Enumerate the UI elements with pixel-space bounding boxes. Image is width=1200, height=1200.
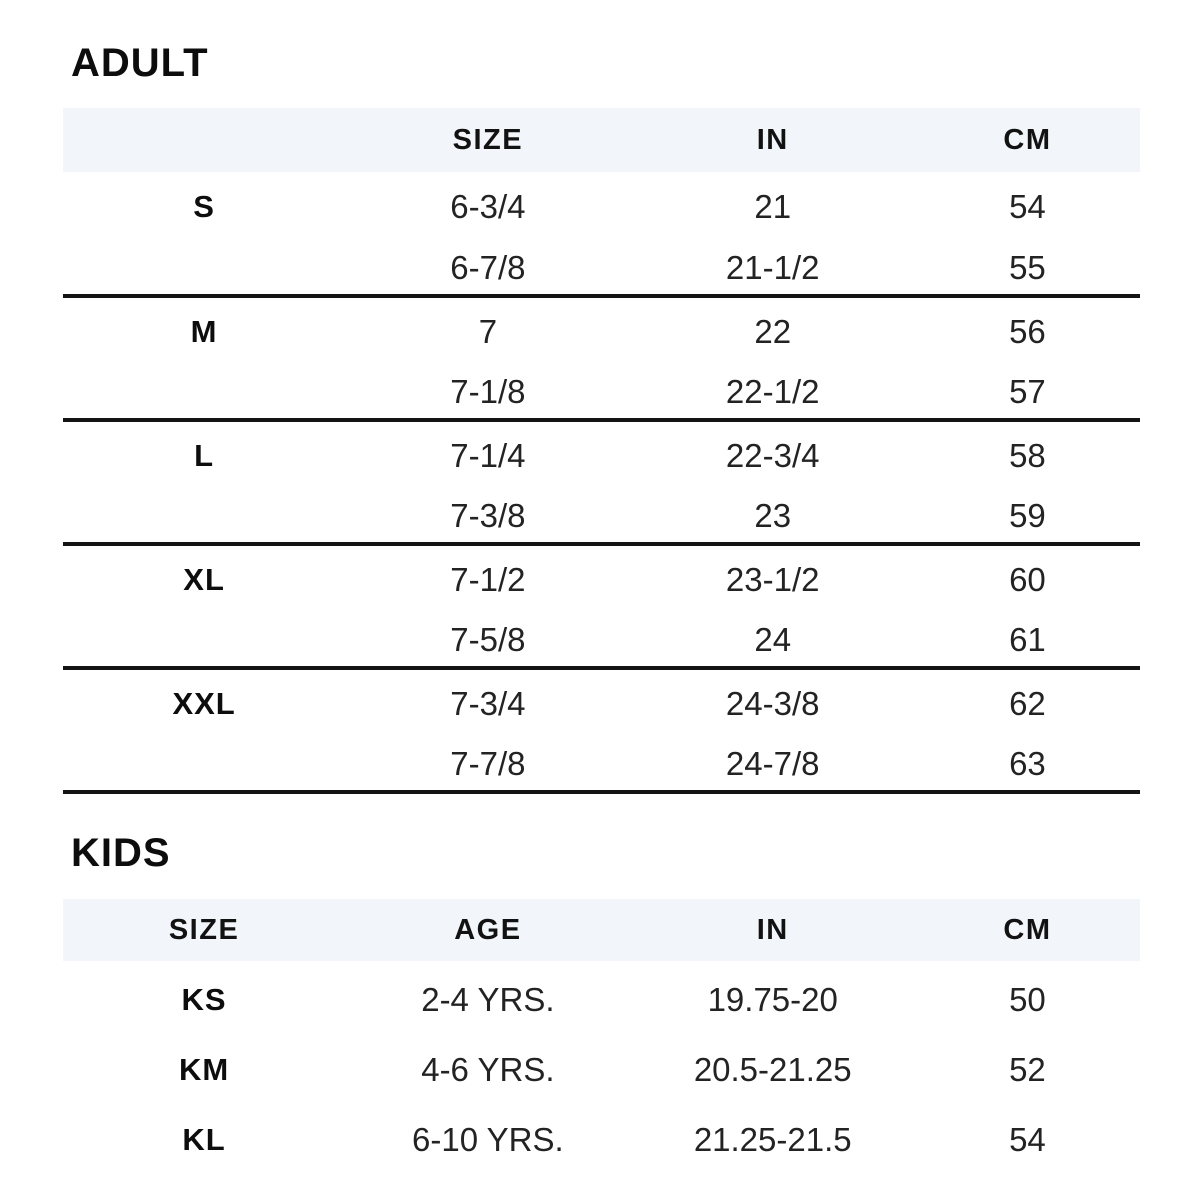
cm-value: 52 — [1009, 1051, 1046, 1088]
adult-header-size: SIZE — [452, 123, 524, 156]
size-value: 7-3/4 — [450, 685, 526, 722]
size-label: XXL — [172, 686, 236, 721]
cm-value: 50 — [1009, 981, 1046, 1018]
size-value: 7-1/8 — [450, 373, 526, 410]
adult-header-in: IN — [756, 123, 789, 156]
table-row — [63, 668, 1140, 730]
in-value: 24 — [754, 621, 792, 658]
table-row — [63, 606, 1140, 668]
size-label-empty — [63, 730, 345, 792]
in-value: 19.75-20 — [707, 981, 838, 1018]
size-value: 7-7/8 — [450, 745, 526, 782]
table-row — [63, 296, 1140, 358]
size-value: 7-1/2 — [450, 561, 526, 598]
size-label: KS — [181, 982, 227, 1017]
in-value: 21.25-21.5 — [693, 1121, 852, 1158]
size-value: 6-7/8 — [450, 249, 526, 286]
kids-header-row — [63, 899, 1140, 961]
adult-size-table — [63, 108, 1140, 794]
table-row — [63, 172, 1140, 234]
kids-section-title: KIDS — [71, 831, 171, 875]
cm-value: 62 — [1009, 685, 1046, 722]
in-value: 20.5-21.25 — [693, 1051, 852, 1088]
cm-value: 58 — [1009, 437, 1046, 474]
size-label-empty — [63, 234, 345, 296]
adult-section — [63, 42, 1140, 794]
adult-header-cm: CM — [1003, 123, 1052, 156]
adult-header-row — [63, 108, 1140, 172]
table-row — [63, 730, 1140, 792]
kids-table-body — [63, 961, 1140, 1171]
size-label-empty — [63, 606, 345, 668]
in-value: 23 — [754, 497, 792, 534]
kids-header-cm: CM — [1003, 913, 1052, 946]
size-label: KL — [182, 1122, 226, 1157]
adult-group-xl — [63, 544, 1140, 668]
age-value: 6-10 YRS. — [412, 1121, 564, 1158]
adult-group-m — [63, 296, 1140, 420]
size-value: 7-5/8 — [450, 621, 526, 658]
age-value: 4-6 YRS. — [421, 1051, 555, 1088]
in-value: 24-3/8 — [725, 685, 820, 722]
adult-header-empty-cell — [63, 108, 345, 172]
adult-table-header — [63, 108, 1140, 172]
cm-value: 63 — [1009, 745, 1046, 782]
size-value: 7-1/4 — [450, 437, 526, 474]
kids-size-table — [63, 899, 1140, 1171]
size-label: L — [194, 438, 215, 473]
kids-header-age: AGE — [454, 913, 522, 946]
size-label: M — [190, 314, 218, 349]
in-value: 24-7/8 — [725, 745, 820, 782]
adult-group-xxl — [63, 668, 1140, 792]
size-label: S — [193, 189, 215, 224]
table-row — [63, 961, 1140, 1031]
adult-group-s — [63, 172, 1140, 296]
cm-value: 59 — [1009, 497, 1046, 534]
in-value: 22-1/2 — [725, 373, 820, 410]
age-value: 2-4 YRS. — [421, 981, 555, 1018]
size-label-empty — [63, 482, 345, 544]
in-value: 21-1/2 — [725, 249, 820, 286]
table-row — [63, 1101, 1140, 1171]
size-label-empty — [63, 358, 345, 420]
table-row — [63, 358, 1140, 420]
kids-table-header — [63, 899, 1140, 961]
in-value: 22 — [754, 313, 792, 350]
size-value: 7-3/8 — [450, 497, 526, 534]
kids-header-in: IN — [756, 913, 789, 946]
in-value: 22-3/4 — [725, 437, 820, 474]
table-row — [63, 482, 1140, 544]
size-label: XL — [183, 562, 225, 597]
table-row — [63, 544, 1140, 606]
size-label: KM — [178, 1052, 230, 1087]
table-row — [63, 234, 1140, 296]
kids-header-size: SIZE — [168, 913, 240, 946]
cm-value: 61 — [1009, 621, 1046, 658]
table-row — [63, 1031, 1140, 1101]
cm-value: 57 — [1009, 373, 1046, 410]
cm-value: 54 — [1009, 188, 1046, 225]
size-value: 7 — [478, 313, 498, 350]
table-row — [63, 420, 1140, 482]
cm-value: 56 — [1009, 313, 1046, 350]
size-value: 6-3/4 — [450, 188, 526, 225]
cm-value: 60 — [1009, 561, 1046, 598]
cm-value: 55 — [1009, 249, 1046, 286]
kids-section — [63, 832, 1140, 1171]
cm-value: 54 — [1009, 1121, 1046, 1158]
in-value: 21 — [754, 188, 792, 225]
adult-section-title: ADULT — [71, 41, 209, 85]
adult-group-l — [63, 420, 1140, 544]
in-value: 23-1/2 — [725, 561, 820, 598]
